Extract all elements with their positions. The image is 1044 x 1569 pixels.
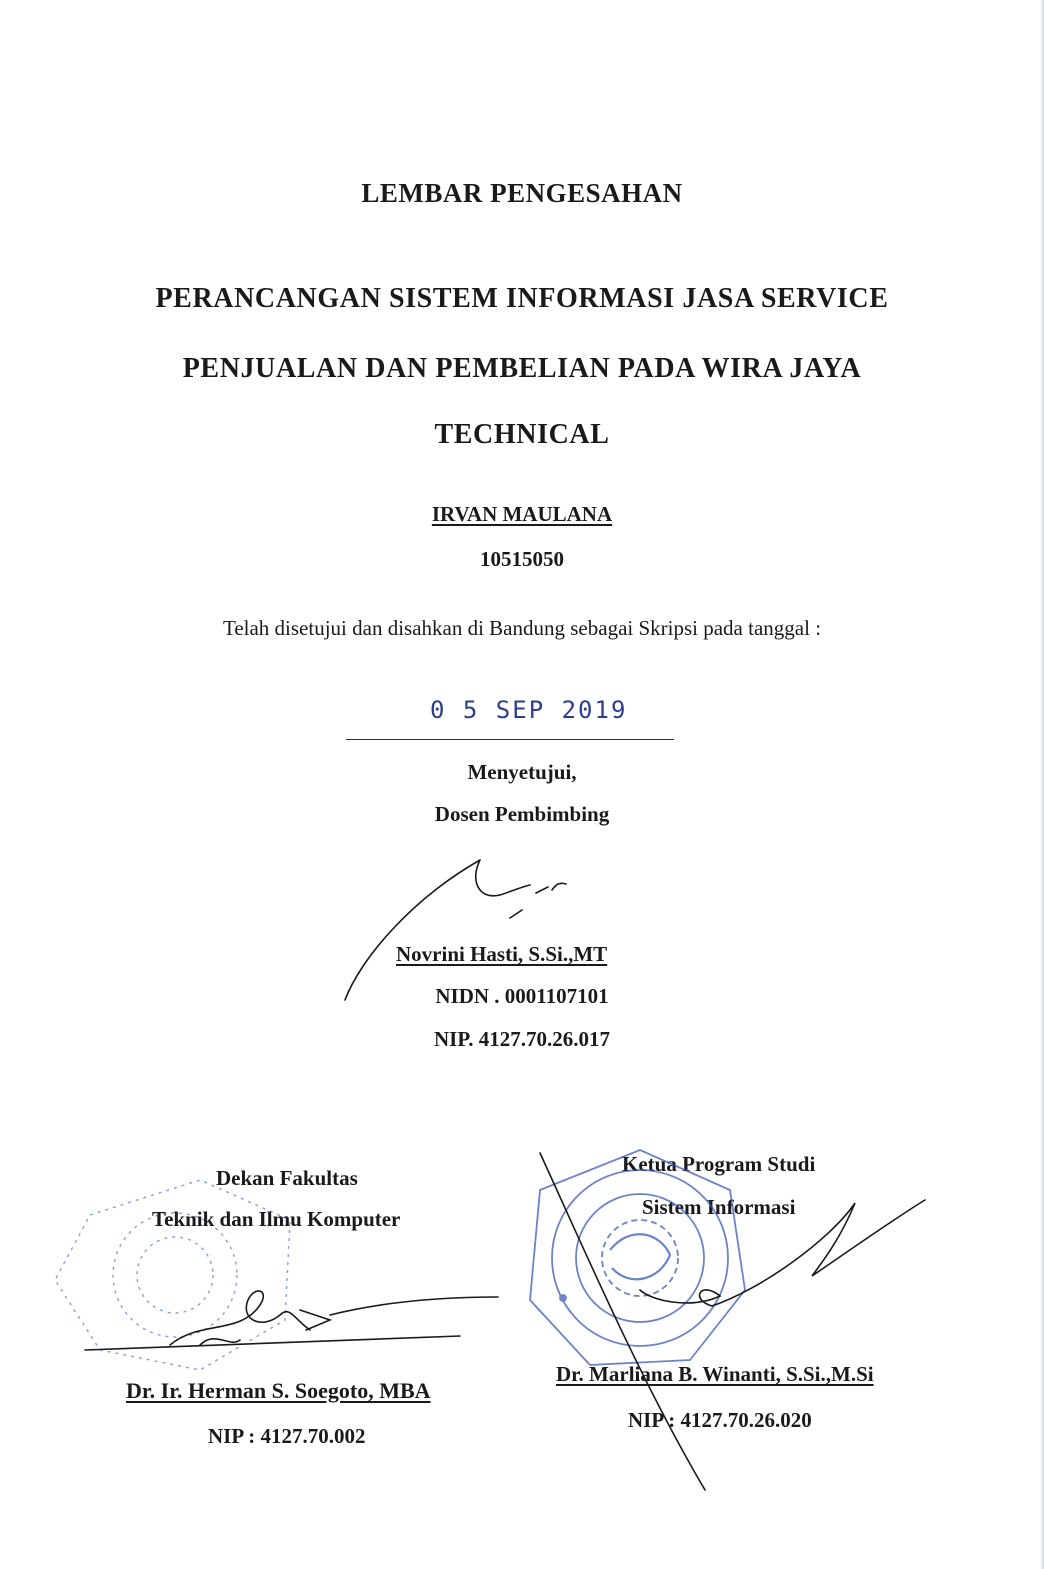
thesis-title-line-3: TECHNICAL <box>434 419 610 450</box>
approval-statement: Telah disetujui dan disahkan di Bandung sebagai Skripsi pada tanggal : <box>222 616 822 640</box>
kaprodi-role-line-1: Ketua Program Studi <box>622 1152 816 1176</box>
university-stamp <box>530 1150 745 1365</box>
author-name: IRVAN MAULANA <box>431 502 613 526</box>
dean-role-line-1: Dekan Fakultas <box>216 1166 358 1190</box>
page-heading: LEMBAR PENGESAHAN <box>361 178 683 208</box>
thesis-title-line-2: PENJUALAN DAN PEMBELIAN PADA WIRA JAYA <box>182 353 862 384</box>
dean-nip: NIP : 4127.70.002 <box>208 1424 366 1448</box>
dean-signature <box>85 1291 498 1350</box>
kaprodi-name: Dr. Marliana B. Winanti, S.Si.,M.Si <box>556 1362 874 1386</box>
author-nim: 10515050 <box>480 547 564 571</box>
thesis-title-line-1: PERANCANGAN SISTEM INFORMASI JASA SERVICE <box>155 283 889 314</box>
supervisor-role: Dosen Pembimbing <box>434 802 610 826</box>
supervisor-name: Novrini Hasti, S.Si.,MT <box>396 942 608 966</box>
dean-role-line-2: Teknik dan Ilmu Komputer <box>152 1207 401 1231</box>
kaprodi-role-line-2: Sistem Informasi <box>642 1195 796 1219</box>
supervisor-signature <box>345 860 566 1000</box>
supervisor-approve-label: Menyetujui, <box>467 760 577 784</box>
kaprodi-nip: NIP : 4127.70.26.020 <box>628 1408 812 1432</box>
approval-date-stamp: 0 5 SEP 2019 <box>430 696 628 724</box>
supervisor-nidn: NIDN . 0001107101 <box>435 984 609 1008</box>
faculty-stamp <box>55 1180 290 1370</box>
supervisor-nip: NIP. 4127.70.26.017 <box>434 1027 610 1051</box>
dean-name: Dr. Ir. Herman S. Soegoto, MBA <box>126 1378 431 1403</box>
